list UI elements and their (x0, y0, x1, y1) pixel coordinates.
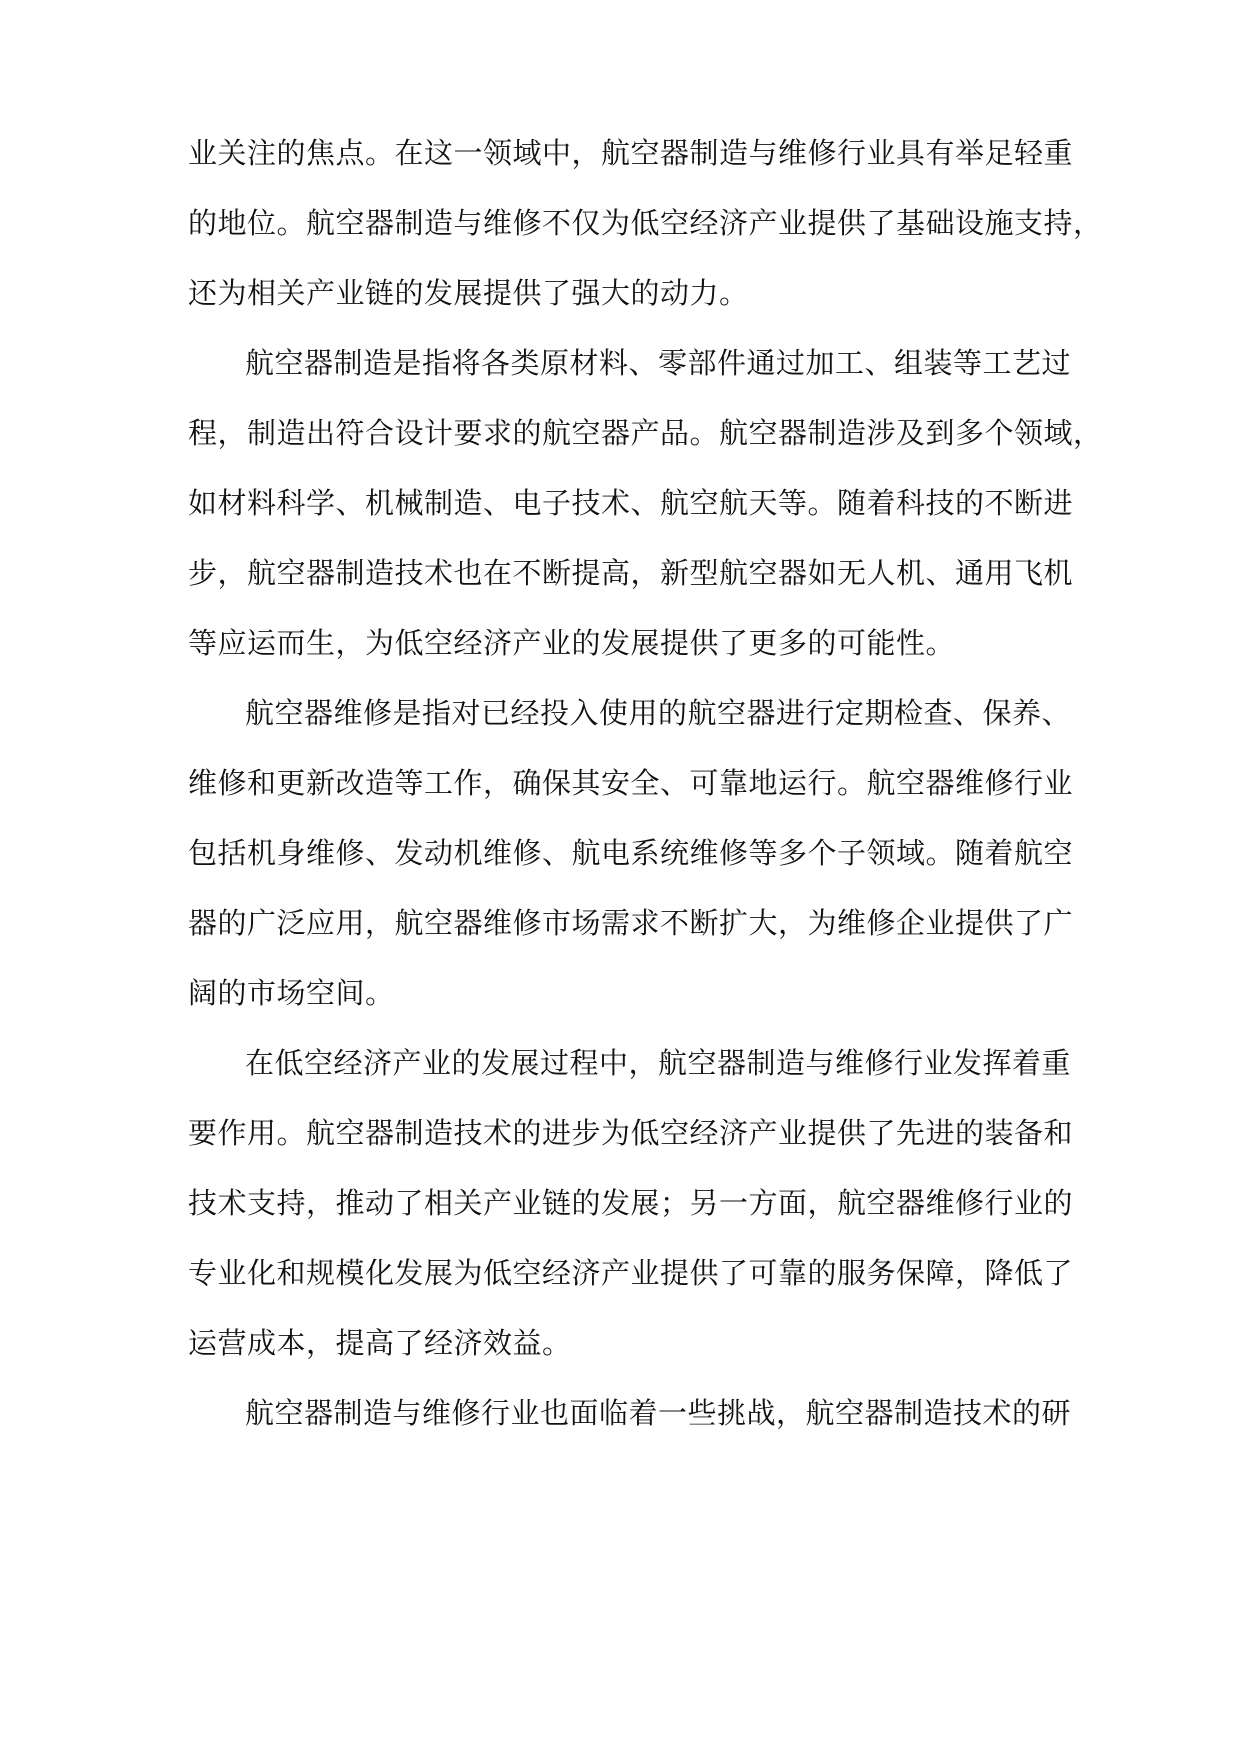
paragraph-4-line-4: 专业化和规模化发展为低空经济产业提供了可靠的服务保障，降低了 (188, 1256, 1074, 1290)
paragraph-1-line-1: 业关注的焦点。在这一领域中，航空器制造与维修行业具有举足轻重 (188, 136, 1074, 170)
paragraph-2-line-3: 如材料科学、机械制造、电子技术、航空航天等。随着科技的不断进 (188, 486, 1074, 520)
paragraph-4-line-3: 技术支持，推动了相关产业链的发展；另一方面，航空器维修行业的 (188, 1186, 1074, 1220)
paragraph-3-line-2: 维修和更新改造等工作，确保其安全、可靠地运行。航空器维修行业 (188, 766, 1074, 800)
paragraph-1-line-2: 的地位。航空器制造与维修不仅为低空经济产业提供了基础设施支持， (188, 206, 1103, 240)
paragraph-3-line-5: 阔的市场空间。 (188, 976, 395, 1010)
paragraph-2-line-1: 航空器制造是指将各类原材料、零部件通过加工、组装等工艺过 (245, 346, 1072, 380)
paragraph-3-line-4: 器的广泛应用，航空器维修市场需求不断扩大，为维修企业提供了广 (188, 906, 1074, 940)
paragraph-4-line-1: 在低空经济产业的发展过程中，航空器制造与维修行业发挥着重 (245, 1046, 1072, 1080)
paragraph-2-line-2: 程，制造出符合设计要求的航空器产品。航空器制造涉及到多个领域， (188, 416, 1103, 450)
paragraph-3-line-3: 包括机身维修、发动机维修、航电系统维修等多个子领域。随着航空 (188, 836, 1074, 870)
paragraph-4-line-2: 要作用。航空器制造技术的进步为低空经济产业提供了先进的装备和 (188, 1116, 1074, 1150)
paragraph-1-line-3: 还为相关产业链的发展提供了强大的动力。 (188, 276, 749, 310)
paragraph-2-line-4: 步，航空器制造技术也在不断提高，新型航空器如无人机、通用飞机 (188, 556, 1074, 590)
paragraph-4-line-5: 运营成本，提高了经济效益。 (188, 1326, 572, 1360)
paragraph-3-line-1: 航空器维修是指对已经投入使用的航空器进行定期检查、保养、 (245, 696, 1072, 730)
paragraph-2-line-5: 等应运而生，为低空经济产业的发展提供了更多的可能性。 (188, 626, 956, 660)
paragraph-5-line-1: 航空器制造与维修行业也面临着一些挑战，航空器制造技术的研 (245, 1396, 1072, 1430)
